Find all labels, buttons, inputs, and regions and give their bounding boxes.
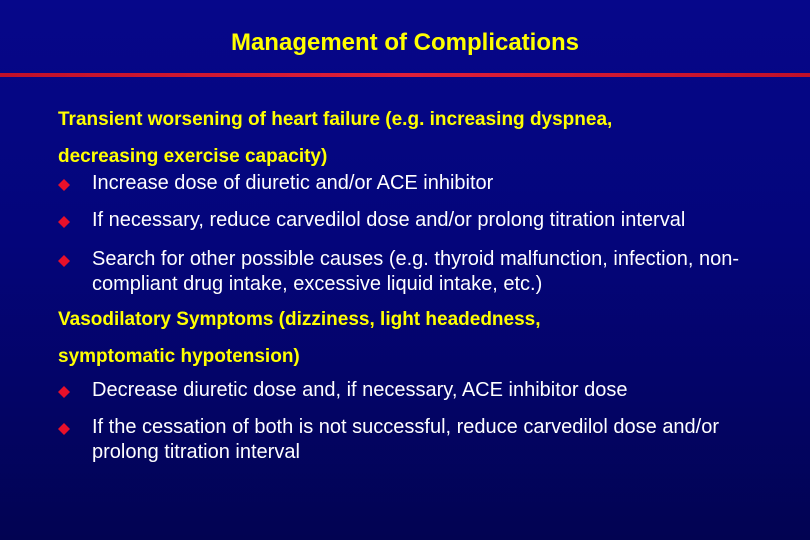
section-heading-line: symptomatic hypotension): [58, 346, 300, 367]
bullet-item: [58, 208, 788, 233]
diamond-bullet-icon: [58, 423, 70, 435]
bullet-text: Increase dose of diuretic and/or ACE inhibitor: [92, 172, 494, 194]
bullet-list: [58, 171, 788, 297]
diamond-bullet-icon: [58, 179, 70, 191]
bullet-item: [58, 171, 788, 196]
bullet-item: [58, 415, 788, 465]
bullet-item: [58, 378, 788, 403]
section-heading-line: Transient worsening of heart failure (e.g. increasing dyspnea,: [58, 109, 613, 130]
section-heading-line: Vasodilatory Symptoms (dizziness, light headedness,: [58, 309, 541, 330]
bullet-text: Decrease diuretic dose and, if necessary, ACE inhibitor dose: [92, 379, 628, 401]
title-divider: [0, 73, 810, 77]
bullet-text: Search for other possible causes (e.g. thyroid malfunction, infection, non-compliant drug intake, excessive liquid intake, etc.): [92, 248, 740, 295]
bullet-text: If the cessation of both is not successful, reduce carvedilol dose and/or prolong titration interval: [92, 416, 720, 463]
section-heading-line: decreasing exercise capacity): [58, 146, 328, 167]
slide-content: [58, 103, 788, 465]
section-heading: [58, 303, 788, 374]
section-heading: [58, 103, 788, 174]
bullet-item: [58, 247, 788, 297]
section-heart-failure: [58, 103, 788, 297]
section-vasodilatory: [58, 303, 788, 465]
bullet-text: If necessary, reduce carvedilol dose and/or prolong titration interval: [92, 209, 686, 231]
diamond-bullet-icon: [58, 386, 70, 398]
slide-title: Management of Complications: [230, 29, 580, 56]
diamond-bullet-icon: [58, 216, 70, 228]
diamond-bullet-icon: [58, 255, 70, 267]
bullet-list: [58, 378, 788, 465]
